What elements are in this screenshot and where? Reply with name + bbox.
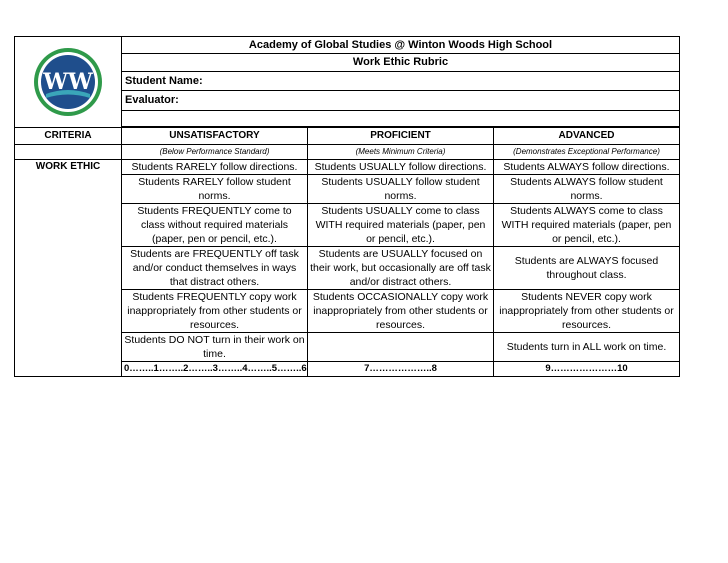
cell-unsat-4: Students are FREQUENTLY off task and/or conduct themselves in ways that distract others. bbox=[122, 247, 308, 290]
table-row bbox=[15, 290, 680, 333]
score-proficient: 7………………..8 bbox=[308, 362, 494, 377]
cell-unsat-6: Students DO NOT turn in their work on time. bbox=[122, 333, 308, 362]
cell-adv-2: Students ALWAYS follow student norms. bbox=[494, 175, 680, 204]
subtitle-advanced: (Demonstrates Exceptional Performance) bbox=[494, 145, 680, 160]
cell-prof-2: Students USUALLY follow student norms. bbox=[308, 175, 494, 204]
score-advanced: 9…………………10 bbox=[494, 362, 680, 377]
cell-adv-4: Students are ALWAYS focused throughout class. bbox=[494, 247, 680, 290]
svg-text:WW: WW bbox=[43, 69, 93, 95]
rubric-sheet bbox=[14, 36, 679, 377]
col-criteria: CRITERIA bbox=[15, 128, 122, 145]
cell-prof-1: Students USUALLY follow directions. bbox=[308, 160, 494, 175]
student-name-label: Student Name: bbox=[122, 71, 680, 91]
cell-prof-4: Students are USUALLY focused on their work, but occasionally are off task and/or distract others. bbox=[308, 247, 494, 290]
rubric-table bbox=[14, 36, 680, 377]
criteria-blank bbox=[15, 333, 122, 362]
score-unsatisfactory: 0……..1……..2……..3……..4……..5……..6 bbox=[122, 362, 308, 377]
table-row bbox=[15, 247, 680, 290]
col-proficient: PROFICIENT bbox=[308, 128, 494, 145]
criteria-blank bbox=[15, 290, 122, 333]
cell-adv-5: Students NEVER copy work inappropriately from other students or resources. bbox=[494, 290, 680, 333]
criteria-blank bbox=[15, 362, 122, 377]
subtitle-unsatisfactory: (Below Performance Standard) bbox=[122, 145, 308, 160]
cell-unsat-5: Students FREQUENTLY copy work inappropriately from other students or resources. bbox=[122, 290, 308, 333]
table-row bbox=[15, 204, 680, 247]
criteria-blank bbox=[15, 175, 122, 204]
cell-prof-6 bbox=[308, 333, 494, 362]
table-row bbox=[15, 333, 680, 362]
cell-unsat-2: Students RARELY follow student norms. bbox=[122, 175, 308, 204]
table-row bbox=[15, 160, 680, 175]
criteria-blank bbox=[15, 247, 122, 290]
cell-adv-3: Students ALWAYS come to class WITH required materials (paper, pen or pencil, etc.). bbox=[494, 204, 680, 247]
school-title: Academy of Global Studies @ Winton Woods High School bbox=[122, 37, 680, 54]
criteria-work-ethic: WORK ETHIC bbox=[15, 160, 122, 175]
evaluator-label: Evaluator: bbox=[122, 91, 680, 111]
school-logo bbox=[32, 46, 104, 118]
column-header-row bbox=[15, 128, 680, 145]
col-advanced: ADVANCED bbox=[494, 128, 680, 145]
subtitle-proficient: (Meets Minimum Criteria) bbox=[308, 145, 494, 160]
cell-prof-5: Students OCCASIONALLY copy work inappropriately from other students or resources. bbox=[308, 290, 494, 333]
logo-cell bbox=[15, 37, 122, 128]
subtitle-criteria bbox=[15, 145, 122, 160]
cell-unsat-1: Students RARELY follow directions. bbox=[122, 160, 308, 175]
criteria-blank bbox=[15, 204, 122, 247]
score-row bbox=[15, 362, 680, 377]
col-unsatisfactory: UNSATISFACTORY bbox=[122, 128, 308, 145]
table-row bbox=[15, 175, 680, 204]
cell-prof-3: Students USUALLY come to class WITH required materials (paper, pen or pencil, etc.). bbox=[308, 204, 494, 247]
rubric-title: Work Ethic Rubric bbox=[122, 54, 680, 71]
cell-adv-1: Students ALWAYS follow directions. bbox=[494, 160, 680, 175]
subtitle-row bbox=[15, 145, 680, 160]
cell-unsat-3: Students FREQUENTLY come to class without required materials (paper, pen or pencil, etc.). bbox=[122, 204, 308, 247]
cell-adv-6: Students turn in ALL work on time. bbox=[494, 333, 680, 362]
blank-row bbox=[122, 110, 680, 126]
